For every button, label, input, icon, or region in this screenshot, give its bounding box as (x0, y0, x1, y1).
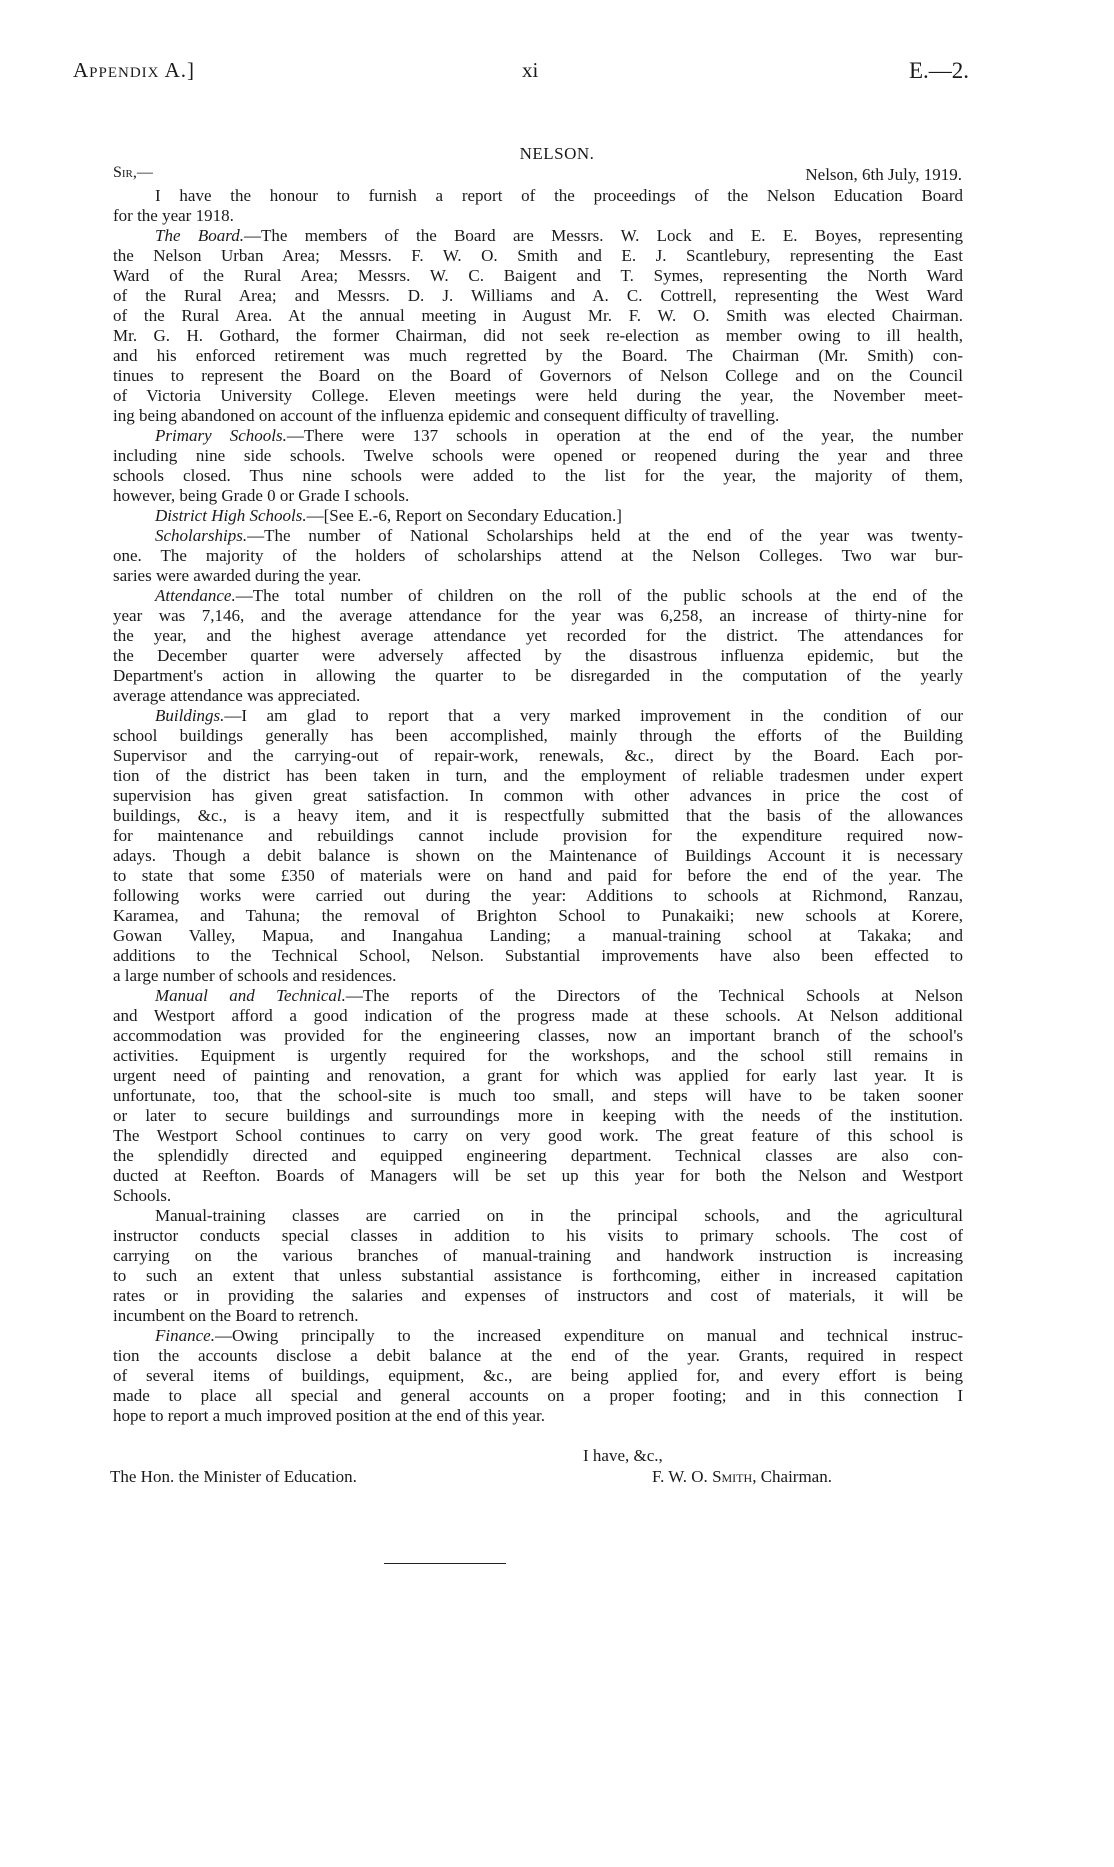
line-text: average attendance was appreciated. (113, 686, 361, 705)
text-line (113, 746, 963, 766)
line-text: a large number of schools and residences. (113, 966, 397, 985)
section-divider (384, 1563, 506, 1564)
text-line (113, 426, 963, 446)
line-text: tion the accounts disclose a debit balance at the end of the year. Grants, required in respect (113, 1346, 963, 1365)
text-line (113, 1226, 963, 1246)
line-text: for maintenance and rebuildings cannot include provision for the expenditure required now- (113, 826, 963, 845)
line-text: —There were 137 schools in operation at the end of the year, the number (286, 426, 963, 445)
line-text: —Owing principally to the increased expenditure on manual and technical instruc- (214, 1326, 963, 1345)
line-text: of Victoria University College. Eleven meetings were held during the year, the November meet- (113, 386, 963, 405)
dateline: Nelson, 6th July, 1919. (805, 165, 962, 184)
line-text: tion of the district has been taken in turn, and the employment of reliable tradesmen under expert (113, 766, 963, 785)
text-line (113, 266, 963, 286)
text-line (113, 1046, 963, 1066)
text-line (113, 906, 963, 926)
line-text: rates or in providing the salaries and expenses of instructors and cost of materials, it will be (113, 1286, 963, 1305)
text-line (113, 686, 963, 706)
text-line (113, 1126, 963, 1146)
paragraph (113, 986, 963, 1206)
line-text: following works were carried out during the year: Additions to schools at Richmond, Ranzau, (113, 886, 963, 905)
paragraph-heading: Manual and Technical. (155, 986, 346, 1005)
text-line (113, 226, 963, 246)
line-text: or later to secure buildings and surroundings more in keeping with the needs of the institution. (113, 1106, 963, 1125)
text-line (113, 1246, 963, 1266)
text-line (113, 606, 963, 626)
text-line (113, 466, 963, 486)
line-text: Department's action in allowing the quarter to be disregarded in the computation of the yearly (113, 666, 963, 685)
paragraph-heading: Finance. (155, 1326, 215, 1345)
text-line (113, 886, 963, 906)
line-text: I have the honour to furnish a report of the proceedings of the Nelson Education Board (155, 186, 963, 205)
paragraph (113, 506, 963, 526)
line-text: the year, and the highest average attendance yet recorded for the district. The attendances for (113, 626, 963, 645)
line-text: —[See E.-6, Report on Secondary Education.] (306, 506, 622, 525)
text-line (113, 366, 963, 386)
text-line (113, 1006, 963, 1026)
line-text: —The members of the Board are Messrs. W. Lock and E. E. Boyes, representing (243, 226, 963, 245)
text-line (113, 846, 963, 866)
paragraph-heading: Attendance. (155, 586, 236, 605)
text-line (113, 486, 963, 506)
text-line (113, 1306, 963, 1326)
text-line (113, 706, 963, 726)
text-line (113, 346, 963, 366)
text-line (113, 286, 963, 306)
text-line (113, 1406, 963, 1426)
paragraph (113, 426, 963, 506)
text-line (113, 986, 963, 1006)
text-line (113, 186, 963, 206)
line-text: carrying on the various branches of manual-training and handwork instruction is increasing (113, 1246, 963, 1265)
text-line (113, 326, 963, 346)
text-line (113, 826, 963, 846)
line-text: ing being abandoned on account of the influenza epidemic and consequent difficulty of travelling. (113, 406, 780, 425)
line-text: the splendidly directed and equipped engineering department. Technical classes are also con- (113, 1146, 963, 1165)
line-text: including nine side schools. Twelve schools were opened or reopened during the year and three (113, 446, 963, 465)
line-text: The Westport School continues to carry on very good work. The great feature of this school is (113, 1126, 963, 1145)
text-line (113, 526, 963, 546)
text-line (113, 1106, 963, 1126)
text-line (113, 786, 963, 806)
paragraph (113, 1326, 963, 1426)
line-text: to state that some £350 of materials were on hand and paid for before the end of the year. The (113, 866, 963, 885)
text-line (113, 1206, 963, 1226)
line-text: of several items of buildings, equipment, &c., are being applied for, and every effort is being (113, 1366, 963, 1385)
paragraph-heading: Primary Schools. (155, 426, 287, 445)
text-line (113, 806, 963, 826)
text-line (113, 306, 963, 326)
line-text: however, being Grade 0 or Grade I schools. (113, 486, 410, 505)
line-text: saries were awarded during the year. (113, 566, 362, 585)
signature-title: , Chairman. (752, 1467, 832, 1486)
text-line (113, 1326, 963, 1346)
closing: I have, &c., (583, 1446, 663, 1465)
text-line (113, 206, 963, 226)
page-number: xi (522, 58, 539, 82)
line-text: additions to the Technical School, Nelson. Substantial improvements have also been effected to (113, 946, 963, 965)
line-text: and Westport afford a good indication of the progress made at these schools. At Nelson additional (113, 1006, 963, 1025)
line-text: —The total number of children on the roll of the public schools at the end of the (235, 586, 963, 605)
line-text: Mr. G. H. Gothard, the former Chairman, did not seek re-election as member owing to ill health, (113, 326, 963, 345)
line-text: for the year 1918. (113, 206, 234, 225)
line-text: accommodation was provided for the engineering classes, now an important branch of the school's (113, 1026, 963, 1045)
paragraph (113, 226, 963, 426)
line-text: to such an extent that unless substantial assistance is forthcoming, either in increased capitation (113, 1266, 963, 1285)
text-line (113, 546, 963, 566)
text-line (113, 1026, 963, 1046)
line-text: year was 7,146, and the average attendance for the year was 6,258, an increase of thirty-nine for (113, 606, 963, 625)
text-line (113, 446, 963, 466)
text-line (113, 506, 963, 526)
text-line (113, 1066, 963, 1086)
text-line (113, 406, 963, 426)
line-text: unfortunate, too, that the school-site is much too small, and steps will have to be taken sooner (113, 1086, 963, 1105)
text-line (113, 626, 963, 646)
page-title: NELSON. (519, 144, 595, 163)
signature-name: Smith (712, 1467, 753, 1486)
paragraph-heading: Buildings. (155, 706, 225, 725)
line-text: Supervisor and the carrying-out of repair-work, renewals, &c., direct by the Board. Each por- (113, 746, 963, 765)
line-text: Schools. (113, 1186, 172, 1205)
line-text: the Nelson Urban Area; Messrs. F. W. O. Smith and E. J. Scantlebury, representing the East (113, 246, 963, 265)
line-text: Manual-training classes are carried on in the principal schools, and the agricultural (155, 1206, 963, 1225)
paragraph-heading: Scholarships. (155, 526, 248, 545)
line-text: Karamea, and Tahuna; the removal of Brighton School to Punakaiki; new schools at Korere, (113, 906, 963, 925)
line-text: urgent need of painting and renovation, a grant for which was applied for early last year. It is (113, 1066, 963, 1085)
line-text: activities. Equipment is urgently required for the workshops, and the school still remains in (113, 1046, 963, 1065)
document-reference: E.—2. (908, 58, 969, 83)
line-text: buildings, &c., is a heavy item, and it is respectfully submitted that the basis of the allowances (113, 806, 963, 825)
addressee: The Hon. the Minister of Education. (110, 1467, 357, 1486)
line-text: incumbent on the Board to retrench. (113, 1306, 359, 1325)
text-line (113, 586, 963, 606)
signature-initials: F. W. O. (652, 1467, 708, 1486)
text-line (113, 1186, 963, 1206)
salutation: Sir,— (113, 164, 153, 181)
text-line (113, 1266, 963, 1286)
line-text: instructor conducts special classes in addition to his visits to primary schools. The cost of (113, 1226, 963, 1245)
paragraph-heading: District High Schools. (155, 506, 307, 525)
text-line (113, 766, 963, 786)
paragraph (113, 526, 963, 586)
line-text: school buildings generally has been accomplished, mainly through the efforts of the Building (113, 726, 963, 745)
text-line (113, 566, 963, 586)
text-line (113, 246, 963, 266)
text-line (113, 866, 963, 886)
text-line (113, 966, 963, 986)
text-line (113, 926, 963, 946)
line-text: Ward of the Rural Area; Messrs. W. C. Baigent and T. Symes, representing the North Ward (113, 266, 963, 285)
text-line (113, 1286, 963, 1306)
line-text: the December quarter were adversely affected by the disastrous influenza epidemic, but the (113, 646, 963, 665)
appendix-label: Appendix A.] (73, 58, 196, 82)
line-text: supervision has given great satisfaction. In common with other advances in price the cost of (113, 786, 963, 805)
line-text: and his enforced retirement was much regretted by the Board. The Chairman (Mr. Smith) con- (113, 346, 963, 365)
paragraph (113, 586, 963, 706)
report-body (113, 186, 963, 1426)
text-line (113, 1346, 963, 1366)
line-text: hope to report a much improved position at the end of this year. (113, 1406, 545, 1425)
signature (652, 1467, 832, 1487)
line-text: made to place all special and general accounts on a proper footing; and in this connection I (113, 1386, 963, 1405)
line-text: ducted at Reefton. Boards of Managers will be set up this year for both the Nelson and Westport (113, 1166, 963, 1185)
paragraph-heading: The Board. (155, 226, 244, 245)
line-text: adays. Though a debit balance is shown on the Maintenance of Buildings Account it is necessary (113, 846, 963, 865)
text-line (113, 646, 963, 666)
paragraph (113, 1206, 963, 1326)
line-text: —The number of National Scholarships held at the end of the year was twenty- (247, 526, 963, 545)
text-line (113, 1086, 963, 1106)
text-line (113, 1366, 963, 1386)
line-text: of the Rural Area. At the annual meeting in August Mr. F. W. O. Smith was elected Chairman. (113, 306, 963, 325)
text-line (113, 1386, 963, 1406)
text-line (113, 666, 963, 686)
line-text: —I am glad to report that a very marked improvement in the condition of our (224, 706, 963, 725)
line-text: Gowan Valley, Mapua, and Inangahua Landing; a manual-training school at Takaka; and (113, 926, 963, 945)
text-line (113, 726, 963, 746)
text-line (113, 1166, 963, 1186)
line-text: one. The majority of the holders of scholarships attend at the Nelson Colleges. Two war bur- (113, 546, 963, 565)
line-text: schools closed. Thus nine schools were added to the list for the year, the majority of them, (113, 466, 963, 485)
paragraph (113, 186, 963, 226)
text-line (113, 386, 963, 406)
line-text: —The reports of the Directors of the Technical Schools at Nelson (345, 986, 963, 1005)
text-line (113, 1146, 963, 1166)
paragraph (113, 706, 963, 986)
line-text: of the Rural Area; and Messrs. D. J. Williams and A. C. Cottrell, representing the West Ward (113, 286, 963, 305)
line-text: tinues to represent the Board on the Board of Governors of Nelson College and on the Council (113, 366, 963, 385)
text-line (113, 946, 963, 966)
